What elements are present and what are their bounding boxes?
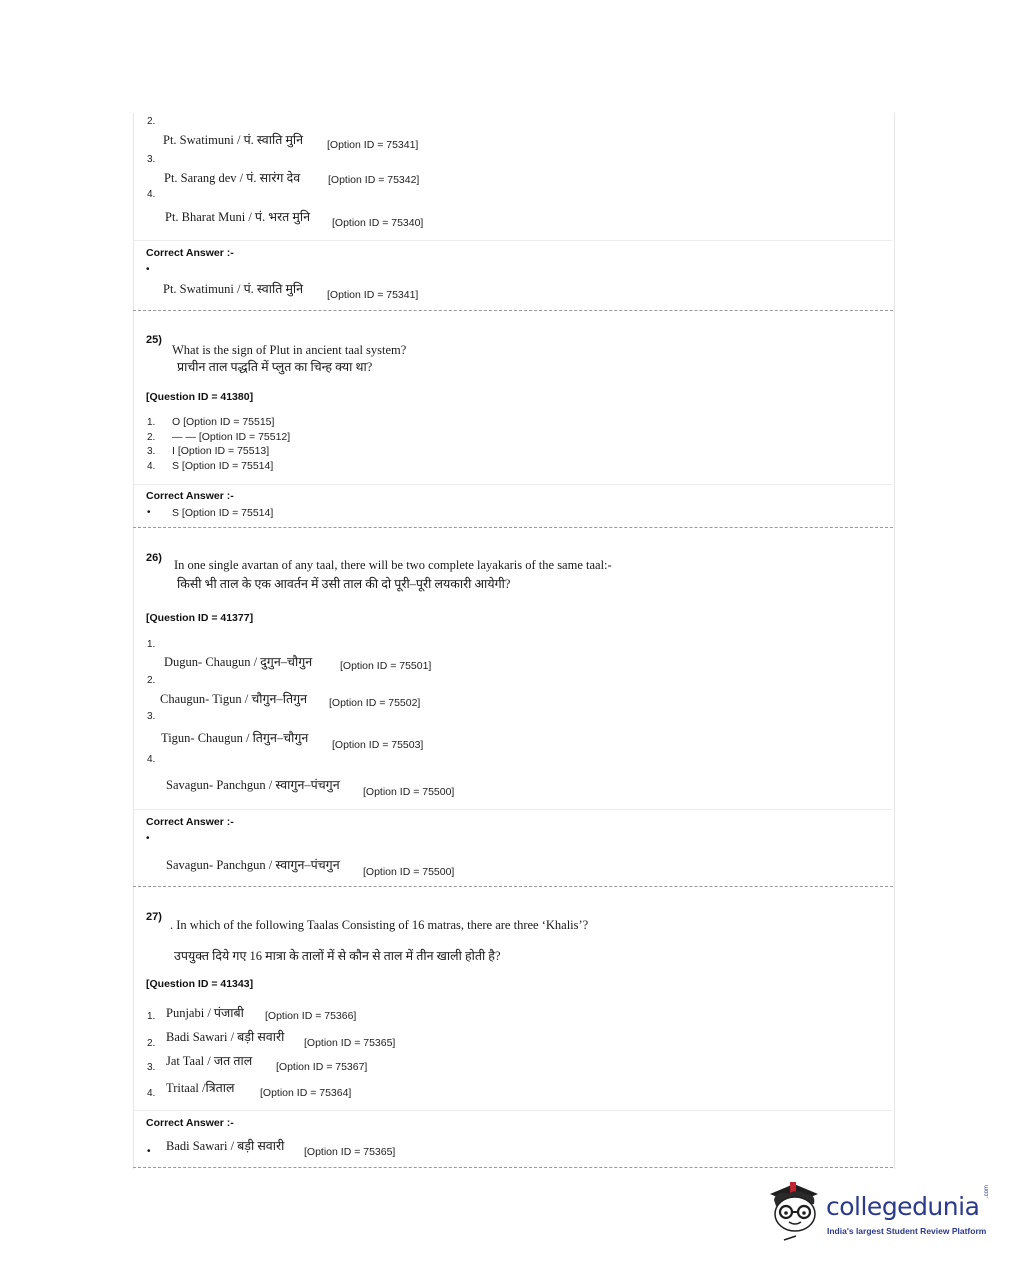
q26-number: 26) <box>146 552 162 564</box>
q27-option-4-text: Tritaal /त्रिताल <box>166 1081 235 1095</box>
divider <box>134 240 892 241</box>
q26-option-4-number: 4. <box>147 754 156 765</box>
q26-question-id: [Question ID = 41377] <box>146 612 254 624</box>
q25-option-4-text: S [Option ID = 75514] <box>172 460 274 472</box>
q24-option-2-number: 2. <box>147 116 156 127</box>
q26-correct-answer-text: Savagun- Panchgun / स्वागुन–पंचगुन <box>166 858 340 872</box>
q26-option-4-id: [Option ID = 75500] <box>363 786 455 798</box>
q26-option-2-text: Chaugun- Tigun / चौगुन–तिगुन <box>160 692 308 706</box>
q27-number: 27) <box>146 911 162 923</box>
q24-correct-answer-id: [Option ID = 75341] <box>327 289 419 301</box>
q27-option-3-text: Jat Taal / जत ताल <box>166 1054 253 1068</box>
q26-option-2-id: [Option ID = 75502] <box>329 697 421 709</box>
q24-correct-answer-label: Correct Answer :- <box>146 247 234 259</box>
question-separator <box>133 527 893 528</box>
q26-option-1-number: 1. <box>147 639 156 650</box>
q27-option-4-number: 4. <box>147 1088 156 1099</box>
q25-correct-answer-text: S [Option ID = 75514] <box>172 507 274 519</box>
q26-option-3-number: 3. <box>147 711 156 722</box>
q24-correct-bullet: • <box>146 264 150 275</box>
q27-correct-answer-id: [Option ID = 75365] <box>304 1146 396 1158</box>
collegedunia-mascot-icon <box>766 1176 830 1246</box>
q27-correct-bullet: • <box>147 1146 151 1157</box>
q26-correct-answer-label: Correct Answer :- <box>146 816 234 828</box>
q27-option-2-text: Badi Sawari / बड़ी सवारी <box>166 1030 285 1044</box>
question-separator <box>133 310 893 311</box>
q26-option-3-id: [Option ID = 75503] <box>332 739 424 751</box>
question-separator <box>133 1167 893 1168</box>
divider <box>134 809 892 810</box>
q26-correct-answer-id: [Option ID = 75500] <box>363 866 455 878</box>
q24-option-2-id: [Option ID = 75341] <box>327 139 419 151</box>
q27-option-4-id: [Option ID = 75364] <box>260 1087 352 1099</box>
q27-option-2-id: [Option ID = 75365] <box>304 1037 396 1049</box>
q27-option-1-id: [Option ID = 75366] <box>265 1010 357 1022</box>
q24-option-3-text: Pt. Sarang dev / पं. सारंग देव <box>164 171 301 185</box>
q25-question-hindi: प्राचीन ताल पद्धति में प्लुत का चिन्ह क्या था? <box>177 360 373 374</box>
q26-option-1-id: [Option ID = 75501] <box>340 660 432 672</box>
divider <box>134 1110 892 1111</box>
collegedunia-tagline: India's largest Student Review Platform <box>827 1226 987 1236</box>
q27-option-3-id: [Option ID = 75367] <box>276 1061 368 1073</box>
q24-option-2-text: Pt. Swatimuni / पं. स्वाति मुनि <box>163 133 304 147</box>
q24-correct-answer-text: Pt. Swatimuni / पं. स्वाति मुनि <box>163 282 304 296</box>
q25-option-3-text: I [Option ID = 75513] <box>172 445 270 457</box>
q26-question-hindi: किसी भी ताल के एक आवर्तन में उसी ताल की दो पूरी–पूरी लयकारी आयेगी? <box>177 577 511 591</box>
q26-option-3-text: Tigun- Chaugun / तिगुन–चौगुन <box>161 731 309 745</box>
q27-option-1-number: 1. <box>147 1011 156 1022</box>
collegedunia-logo-text: collegedunia <box>826 1192 980 1221</box>
divider <box>134 484 892 485</box>
q26-question-english: In one single avartan of any taal, there will be two complete layakaris of the same taal:- <box>174 558 612 572</box>
q25-option-3-number: 3. <box>147 446 156 457</box>
q24-option-4-text: Pt. Bharat Muni / पं. भरत मुनि <box>165 210 311 224</box>
q26-correct-bullet: • <box>146 833 150 844</box>
q27-question-english: . In which of the following Taalas Consisting of 16 matras, there are three ‘Khalis’? <box>170 918 589 932</box>
q24-option-3-number: 3. <box>147 154 156 165</box>
q25-option-2-text: — — [Option ID = 75512] <box>172 431 291 443</box>
q26-option-1-text: Dugun- Chaugun / दुगुन–चौगुन <box>164 655 313 669</box>
q25-option-4-number: 4. <box>147 461 156 472</box>
q27-question-hindi: उपयुक्त दिये गए 16 मात्रा के तालों में से कौन से ताल में तीन खाली होती है? <box>174 949 501 963</box>
collegedunia-logo-suffix: .com <box>984 1184 990 1198</box>
q27-option-1-text: Punjabi / पंजाबी <box>166 1006 244 1020</box>
q24-option-3-id: [Option ID = 75342] <box>328 174 420 186</box>
q27-question-id: [Question ID = 41343] <box>146 978 254 990</box>
q25-correct-answer-label: Correct Answer :- <box>146 490 234 502</box>
q26-option-2-number: 2. <box>147 675 156 686</box>
q27-option-2-number: 2. <box>147 1038 156 1049</box>
q26-option-4-text: Savagun- Panchgun / स्वागुन–पंचगुन <box>166 778 340 792</box>
question-paper-frame <box>133 113 895 1169</box>
q27-correct-answer-label: Correct Answer :- <box>146 1117 234 1129</box>
q25-option-1-text: O [Option ID = 75515] <box>172 416 275 428</box>
q25-option-2-number: 2. <box>147 432 156 443</box>
q27-correct-answer-text: Badi Sawari / बड़ी सवारी <box>166 1139 285 1153</box>
q25-number: 25) <box>146 334 162 346</box>
q25-question-english: What is the sign of Plut in ancient taal system? <box>172 343 407 357</box>
q25-option-1-number: 1. <box>147 417 156 428</box>
question-separator <box>133 886 893 887</box>
q24-option-4-id: [Option ID = 75340] <box>332 217 424 229</box>
q24-option-4-number: 4. <box>147 189 156 200</box>
q27-option-3-number: 3. <box>147 1062 156 1073</box>
q25-question-id: [Question ID = 41380] <box>146 391 254 403</box>
q25-correct-bullet: • <box>147 507 151 518</box>
